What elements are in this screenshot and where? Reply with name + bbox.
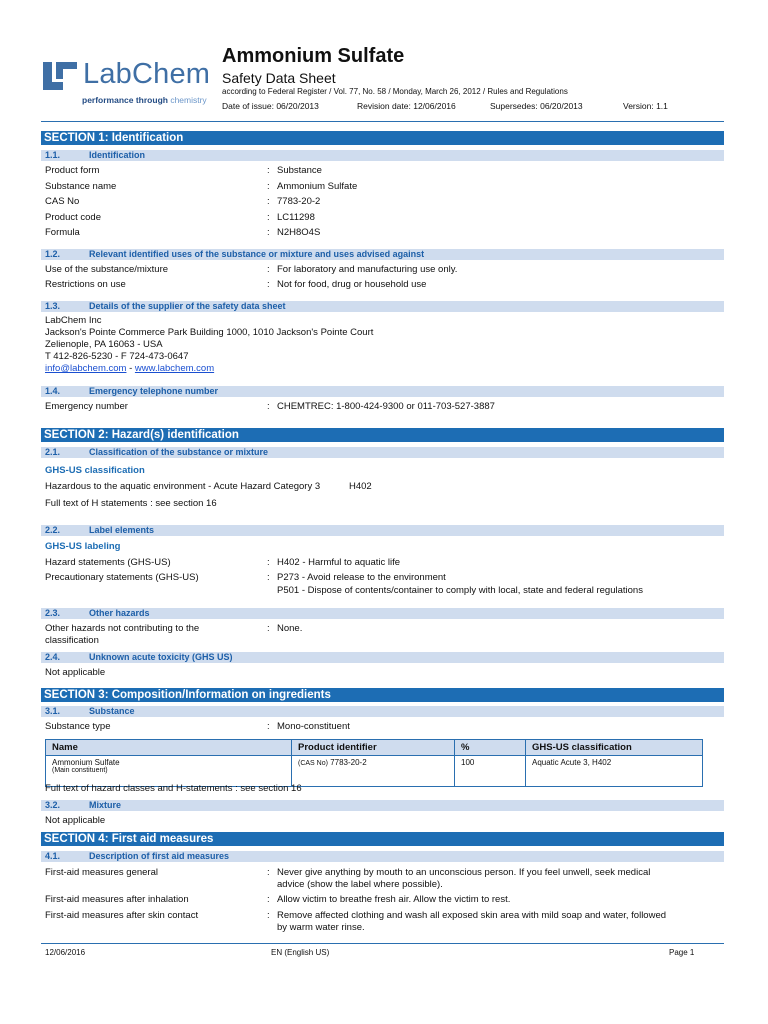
supplier-line: T 412-826-5230 - F 724-473-0647 — [45, 351, 189, 362]
static-text: Not applicable — [45, 815, 106, 826]
field-label: Restrictions on use — [45, 279, 126, 290]
column-header: Name — [46, 740, 292, 756]
colon: : — [267, 165, 270, 176]
field-value: Never give anything by mouth to an unconscious person. If you feel unwell, seek medical — [277, 867, 651, 878]
document-title: Ammonium Sulfate — [222, 45, 405, 67]
field-value: P273 - Avoid release to the environment — [277, 572, 446, 583]
field-value-continued: by warm water rinse. — [277, 922, 365, 933]
field-label: Precautionary statements (GHS-US) — [45, 572, 199, 583]
supplier-line: Zelienople, PA 16063 - USA — [45, 339, 163, 350]
column-header: Product identifier — [292, 740, 455, 756]
table-cell: Aquatic Acute 3, H402 — [526, 756, 703, 787]
section-2-title: SECTION 2: Hazard(s) identification — [41, 428, 724, 442]
colon: : — [267, 867, 270, 878]
field-label: Substance name — [45, 181, 117, 192]
footer-divider — [41, 943, 724, 944]
colon: : — [267, 181, 270, 192]
field-label: Product form — [45, 165, 100, 176]
field-value: Remove affected clothing and wash all exposed skin area with mild soap and water, followed — [277, 910, 667, 921]
table-row — [46, 756, 703, 787]
supplier-line: LabChem Inc — [45, 315, 102, 326]
supplier-line: Jackson's Pointe Commerce Park Building 1000, 1010 Jackson's Pointe Court — [45, 327, 374, 338]
field-label: Hazard statements (GHS-US) — [45, 557, 171, 568]
subsection-3-2: 3.2. Mixture — [41, 800, 724, 811]
colon: : — [267, 572, 270, 583]
subsection-1-3: 1.3. Details of the supplier of the safety data sheet — [41, 301, 724, 312]
header-divider — [41, 121, 724, 122]
table-cell: (CAS No) 7783-20-2 — [292, 756, 455, 787]
section-4-title: SECTION 4: First aid measures — [41, 832, 724, 846]
field-value: LC11298 — [277, 212, 315, 223]
full-text-note: Full text of H statements : see section 16 — [45, 498, 217, 509]
email-link[interactable]: info@labchem.com — [45, 363, 127, 374]
field-value: Not for food, drug or household use — [277, 279, 427, 290]
section-1-title: SECTION 1: Identification — [41, 131, 724, 145]
website-link[interactable]: www.labchem.com — [134, 363, 215, 374]
subsection-1-2: 1.2. Relevant identified uses of the substance or mixture and uses advised against — [41, 249, 724, 260]
composition-table — [45, 739, 703, 787]
colon: : — [267, 721, 270, 732]
supplier-contact-links: info@labchem.com - www.labchem.com — [45, 363, 215, 374]
field-label: Product code — [45, 212, 101, 223]
field-label: First-aid measures after skin contact — [45, 910, 199, 921]
field-label: Emergency number — [45, 401, 128, 412]
version: Version: 1.1 — [623, 101, 668, 111]
field-label: Use of the substance/mixture — [45, 264, 169, 275]
revision-date: Revision date: 12/06/2016 — [357, 101, 456, 111]
brand-name: LabChem — [83, 58, 211, 90]
field-value: H402 - Harmful to aquatic life — [277, 557, 401, 568]
table-cell: Ammonium Sulfate (Main constituent) — [46, 756, 292, 787]
table-header-row — [46, 740, 703, 756]
field-value: Substance — [277, 165, 322, 176]
colon: : — [267, 264, 270, 275]
page-number: Page 1 — [669, 948, 695, 957]
brand-tagline: performance through chemistry — [82, 95, 207, 105]
footer-language: EN (English US) — [271, 948, 330, 957]
subsection-2-4: 2.4. Unknown acute toxicity (GHS US) — [41, 652, 724, 663]
column-header: % — [455, 740, 526, 756]
field-value: Ammonium Sulfate — [277, 181, 358, 192]
hazard-code: H402 — [349, 481, 372, 492]
ghs-labeling-heading: GHS-US labeling — [45, 541, 121, 552]
colon: : — [267, 557, 270, 568]
colon: : — [267, 212, 270, 223]
field-label: First-aid measures after inhalation — [45, 894, 189, 905]
subsection-3-1: 3.1. Substance — [41, 706, 724, 717]
full-text-note: Full text of hazard classes and H-statements : see section 16 — [45, 783, 302, 794]
column-header: GHS-US classification — [526, 740, 703, 756]
field-label: Formula — [45, 227, 80, 238]
colon: : — [267, 894, 270, 905]
colon: : — [267, 623, 270, 634]
field-label: Other hazards not contributing to the — [45, 623, 200, 634]
subsection-2-3: 2.3. Other hazards — [41, 608, 724, 619]
footer-date: 12/06/2016 — [45, 948, 86, 957]
subsection-1-4: 1.4. Emergency telephone number — [41, 386, 724, 397]
colon: : — [267, 910, 270, 921]
field-value-continued: advice (show the label where possible). — [277, 879, 443, 890]
document-subtitle: Safety Data Sheet — [222, 70, 336, 86]
subsection-2-2: 2.2. Label elements — [41, 525, 724, 536]
field-value: Allow victim to breathe fresh air. Allow the victim to rest. — [277, 894, 511, 905]
colon: : — [267, 196, 270, 207]
field-value: 7783-20-2 — [277, 196, 321, 207]
field-value: Mono-constituent — [277, 721, 350, 732]
colon: : — [267, 227, 270, 238]
field-label: Substance type — [45, 721, 111, 732]
regulation-reference: according to Federal Register / Vol. 77, No. 58 / Monday, March 26, 2012 / Rules and Regulations — [222, 87, 568, 96]
static-text: Not applicable — [45, 667, 106, 678]
supersedes-date: Supersedes: 06/20/2013 — [490, 101, 583, 111]
field-value: CHEMTREC: 1-800-424-9300 or 011-703-527-3887 — [277, 401, 495, 412]
section-3-title: SECTION 3: Composition/Information on ingredients — [41, 688, 724, 702]
table-cell: 100 — [455, 756, 526, 787]
field-value: None. — [277, 623, 303, 634]
subsection-4-1: 4.1. Description of first aid measures — [41, 851, 724, 862]
field-label: CAS No — [45, 196, 80, 207]
hazard-class-text: Hazardous to the aquatic environment - Acute Hazard Category 3 — [45, 481, 321, 492]
field-label: First-aid measures general — [45, 867, 158, 878]
ghs-classification-heading: GHS-US classification — [45, 465, 145, 476]
field-value: N2H8O4S — [277, 227, 321, 238]
colon: : — [267, 401, 270, 412]
field-label-continued: classification — [45, 635, 99, 646]
colon: : — [267, 279, 270, 290]
field-value-continued: P501 - Dispose of contents/container to comply with local, state and federal regulations — [277, 585, 643, 596]
date-of-issue: Date of issue: 06/20/2013 — [222, 101, 319, 111]
subsection-1-1: 1.1. Identification — [41, 150, 724, 161]
field-value: For laboratory and manufacturing use only. — [277, 264, 458, 275]
subsection-2-1: 2.1. Classification of the substance or mixture — [41, 447, 724, 458]
labchem-logo-icon — [43, 60, 77, 92]
